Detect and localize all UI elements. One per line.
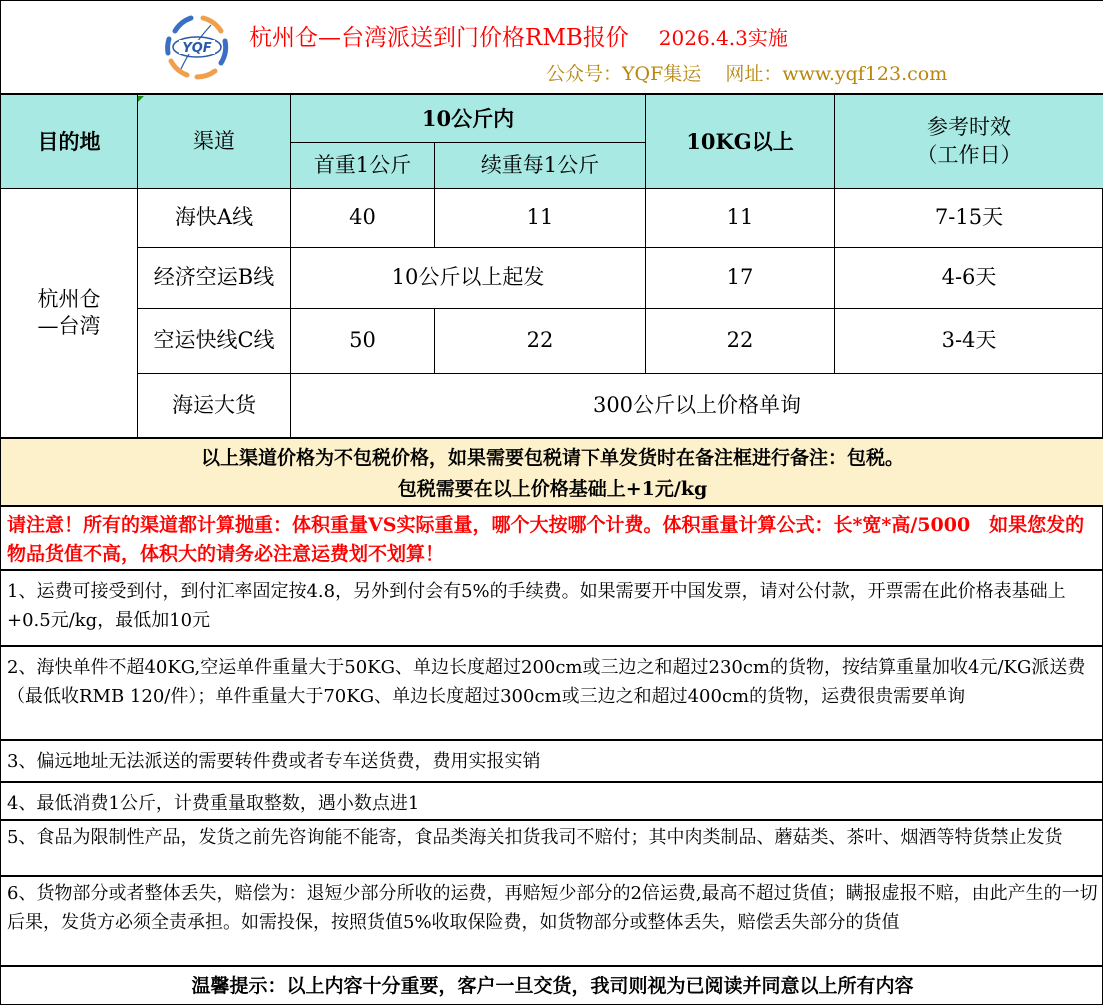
yqf-logo-icon xyxy=(161,11,233,83)
channel-a: 海快A线 xyxy=(138,189,291,248)
sheet-header xyxy=(1,1,1103,95)
channel-sea-freight: 海运大货 xyxy=(138,374,291,438)
channel-b-min-note: 10公斤以上起发 xyxy=(291,248,646,309)
cell-comment-marker-icon xyxy=(138,96,144,102)
header-over-10kg: 10KG以上 xyxy=(646,95,835,189)
effective-date: 2026.4.3实施 xyxy=(658,26,788,50)
header-additional-kg: 续重每1公斤 xyxy=(435,143,646,189)
channel-a-additional-kg: 11 xyxy=(435,189,646,248)
tax-note-line1: 以上渠道价格为不包税价格，如果需要包税请下单发货时在备注框进行备注：包税。 xyxy=(200,447,904,469)
header-destination: 目的地 xyxy=(1,95,138,189)
wechat-account: 公众号：YQF集运 xyxy=(546,63,702,85)
tax-note-line2: 包税需要在以上价格基础上+1元/kg xyxy=(397,478,708,500)
transit-label: 参考时效 xyxy=(927,115,1011,140)
channel-b: 经济空运B线 xyxy=(138,248,291,309)
channel-c-additional-kg: 22 xyxy=(435,309,646,374)
header-within-10kg: 10公斤内 xyxy=(291,95,646,143)
sea-freight-note: 300公斤以上价格单询 xyxy=(291,374,1103,438)
footer-reminder: 温馨提示：以上内容十分重要，客户一旦交货，我司则视为已阅读并同意以上所有内容 xyxy=(191,975,914,997)
header-first-kg: 首重1公斤 xyxy=(291,143,435,189)
channel-c-transit: 3-4天 xyxy=(835,309,1103,374)
header-channel: 渠道 xyxy=(138,95,291,189)
channel-b-over-10kg: 17 xyxy=(646,248,835,309)
channel-a-first-kg: 40 xyxy=(291,189,435,248)
website-link[interactable]: 网址：www.yqf123.com xyxy=(725,63,948,85)
title-text: 杭州仓—台湾派送到门价格RMB报价 xyxy=(249,25,629,51)
tax-note xyxy=(1,438,1103,507)
volumetric-weight-notice: 请注意！所有的渠道都计算抛重：体积重量VS实际重量，哪个大按哪个计费。体积重量计算公式：长*宽*高/5000 如果您发的物品货值不高，体积大的请务必注意运费划不划算！ xyxy=(1,507,1103,571)
transit-unit: （工作日） xyxy=(916,142,1022,167)
channel-b-transit: 4-6天 xyxy=(835,248,1103,309)
page-title xyxy=(249,19,788,52)
term-item-2: 2、海快单件不超40KG,空运单件重量大于50KG、单边长度超过200cm或三边之和超过230cm的货物，按结算重量加收4元/KG派送费（最低收RMB 120/件）；单件重量大于70KG、单边长度超过300cm或三边之和超过400cm的货物，运费很贵需要单询 xyxy=(1,647,1103,741)
term-item-6: 6、货物部分或者整体丢失，赔偿为：退短少部分所收的运费，再赔短少部分的2倍运费,最高不超过货值；瞒报虚报不赔，由此产生的一切后果，发货方必须全责承担。如需投保，按照货值5%收取保险费，如货物部分或整体丢失，赔偿丢失部分的货值 xyxy=(1,877,1103,967)
destination-cell: 杭州仓—台湾 xyxy=(1,189,138,438)
contact-info xyxy=(546,59,947,86)
term-item-3: 3、偏远地址无法派送的需要转件费或者专车送货费，费用实报实销 xyxy=(1,741,1103,783)
term-item-4: 4、最低消费1公斤，计费重量取整数，遇小数点进1 xyxy=(1,783,1103,821)
channel-a-transit: 7-15天 xyxy=(835,189,1103,248)
term-item-1: 1、运费可接受到付，到付汇率固定按4.8，另外到付会有5%的手续费。如果需要开中国发票，请对公付款，开票需在此价格表基础上+0.5元/kg，最低加10元 xyxy=(1,571,1103,647)
channel-c-first-kg: 50 xyxy=(291,309,435,374)
svg-text:YQF: YQF xyxy=(182,41,212,56)
channel-c-over-10kg: 22 xyxy=(646,309,835,374)
header-transit-time xyxy=(835,95,1103,189)
channel-c: 空运快线C线 xyxy=(138,309,291,374)
channel-a-over-10kg: 11 xyxy=(646,189,835,248)
term-item-5: 5、食品为限制性产品，发货之前先咨询能不能寄，食品类海关扣货我司不赔付；其中肉类制品、蘑菇类、茶叶、烟酒等特货禁止发货 xyxy=(1,821,1103,877)
